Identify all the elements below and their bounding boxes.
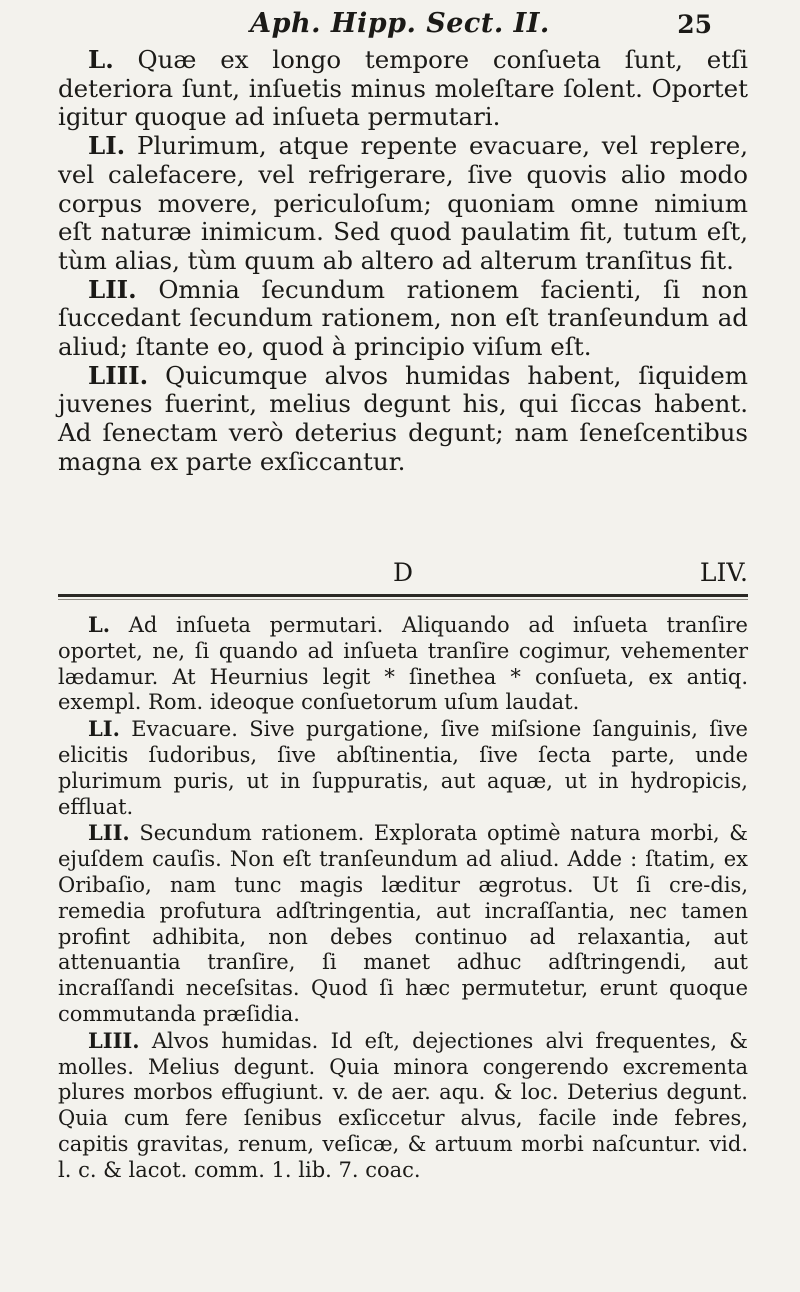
aphorism-number: LI. <box>88 131 126 161</box>
commentary-number: L. <box>88 612 111 637</box>
aphorism-paragraph <box>58 362 748 477</box>
aphorism-paragraph <box>58 46 748 132</box>
commentary-number: LIII. <box>88 1027 140 1053</box>
aphorism-number: LII. <box>88 274 137 304</box>
signature-mark: D <box>393 558 414 587</box>
aphorism-text: Quæ ex longo tempore conſueta ſunt, etſi deteriora ſunt, inſuetis minus moleſtare ſolent. Oportet igitur quoque ad inſueta permutari. <box>58 45 748 132</box>
commentary-number: LI. <box>88 716 120 742</box>
commentary-text: Evacuare. Sive purgatione, ſive miſsione ſanguinis, ſive elicitis ſudoribus, ſive abſtinentia, ſive ſecta parte, unde plurimum puris, ut in ſuppuratis, aut aquæ, ut in hydropicis, effluat. <box>58 717 748 819</box>
separator-rule <box>58 594 748 597</box>
catch-line <box>58 558 748 588</box>
page-header <box>0 6 800 42</box>
aphorism-paragraph <box>58 276 748 362</box>
aphorism-number: LIII. <box>88 360 149 390</box>
aphorism-text: Omnia ſecundum rationem facienti, ſi non ſuccedant ſecundum rationem, non eſt tranſeundum ad aliud; ſtante eo, quod à principio viſum eſt. <box>58 274 748 362</box>
running-title: Aph. Hipp. Sect. II. <box>250 8 550 39</box>
commentary-number: LII. <box>88 820 130 846</box>
separator-rule-thin <box>58 599 748 600</box>
commentary-paragraph <box>58 820 748 1027</box>
commentary-paragraph <box>58 612 748 716</box>
aphorism-text: Plurimum, atque repente evacuare, vel replere, vel calefacere, vel refrigerare, ſive quovis alio modo corpus movere, periculoſum; quoniam omne nimium eſt naturæ inimicum. Sed quod paulatim fit, tutum eſt, tùm alias, tùm quum ab altero ad alterum tranſitus fit. <box>58 131 748 275</box>
aphorism-paragraph <box>58 132 748 276</box>
commentary-text: Alvos humidas. Id eſt, dejectiones alvi frequentes, & molles. Melius degunt. Quia minora congerendo excrementa plures morbos effugiunt. v. de aer. aqu. & loc. Deterius degunt. Quia cum fere ſenibus exſiccetur alvus, facile inde febres, capitis gravitas, renum, veſicæ, & artuum morbi naſcuntur. vid. l. c. & lacot. comm. 1. lib. 7. coac. <box>58 1028 748 1182</box>
commentary-text: Ad inſueta permutari. Aliquando ad inſueta tranſire oportet, ne, ſi quando ad inſueta tranſire cogimur, vehementer lædamur. At Heurnius legit * ſinethea * conſueta, ex antiq. exempl. Rom. ideoque conſuetorum uſum laudat. <box>58 613 748 715</box>
aphorisms-section <box>58 46 748 477</box>
commentary-section <box>58 612 748 1184</box>
commentary-paragraph <box>58 1028 748 1184</box>
aphorism-text: Quicumque alvos humidas habent, ſiquidem juvenes fuerint, melius degunt his, qui ſiccas habent. Ad ſenectam verò deterius degunt; nam ſeneſcentibus magna ex parte exſiccantur. <box>58 360 748 476</box>
commentary-paragraph <box>58 716 748 820</box>
catchword: LIV. <box>699 558 748 587</box>
aphorism-number: L. <box>88 45 114 74</box>
commentary-text: Secundum rationem. Explorata optimè natura morbi, & ejuſdem cauſis. Non eſt tranſeundum ad aliud. Adde : ſtatim, ex Oribaſio, nam tunc magis læditur ægrotus. Ut ſi cre-dis, remedia profutura adſtringentia, aut incraſſantia, nec tamen profint adhibita, non debes continuo ad relaxantia, aut attenuantia tranſire, ſi manet adhuc adſtringendi, aut incraſſandi neceſsitas. Quod ſi hæc permutetur, erunt quoque commutanda præſidia. <box>58 821 748 1026</box>
page-number: 25 <box>677 10 712 39</box>
